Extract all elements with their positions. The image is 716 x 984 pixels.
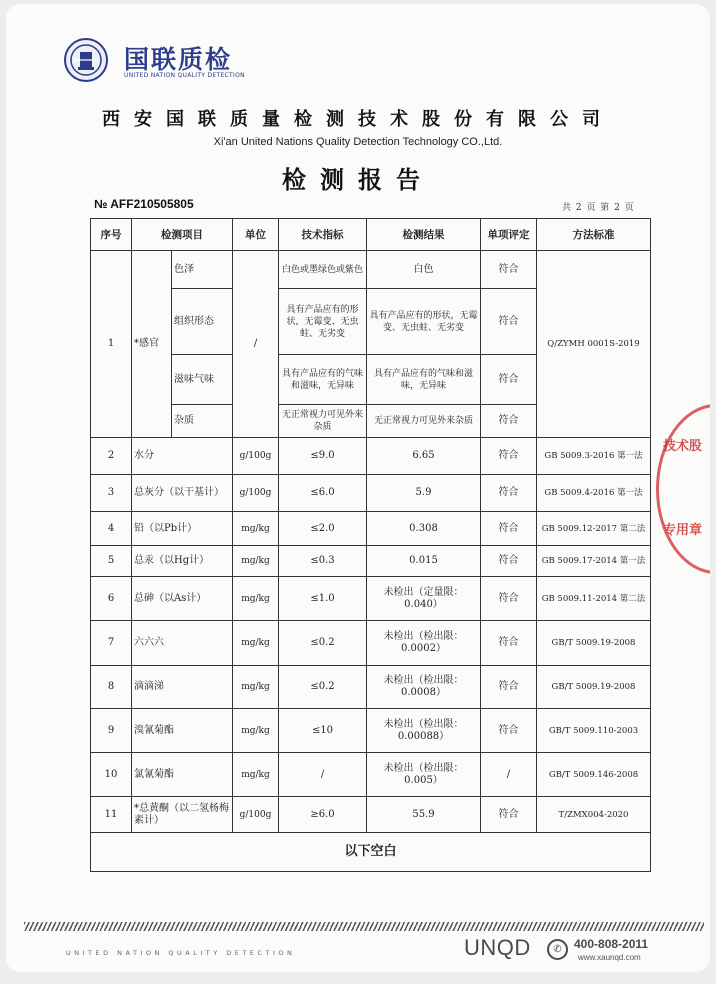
test-item: 氯氰菊酯	[132, 753, 233, 797]
table-row	[91, 621, 651, 666]
row-number: 8	[91, 666, 132, 709]
verdict: 符合	[481, 289, 537, 355]
sub-item: 色泽	[172, 251, 233, 289]
verdict: 符合	[481, 405, 537, 438]
report-page	[6, 4, 710, 972]
report-title: 检测报告	[282, 165, 434, 194]
result: 无正常视力可见外来杂质	[367, 405, 481, 438]
verdict: 符合	[481, 438, 537, 475]
unit: mg/kg	[233, 666, 279, 709]
result: 55.9	[367, 797, 481, 833]
test-item: 总砷（以As计）	[132, 577, 233, 621]
header-cell: 技术指标	[279, 219, 367, 251]
result: 具有产品应有的形状，无霉变、无虫蛀、无劣变	[367, 289, 481, 355]
method: GB 5009.4-2016 第一法	[537, 475, 651, 512]
result: 未检出（定量限：0.040）	[367, 577, 481, 621]
company-name-en: Xi'an United Nations Quality Detection Technology CO.,Ltd.	[213, 136, 503, 148]
spec: ≤9.0	[279, 438, 367, 475]
test-item: *总黄酮（以二氢杨梅素计）	[132, 797, 233, 833]
table-row	[91, 251, 651, 289]
spec: ≤6.0	[279, 475, 367, 512]
method: GB 5009.17-2014 第一法	[537, 546, 651, 577]
report-number: № AFF210505805	[94, 197, 194, 211]
spec: ≤0.2	[279, 666, 367, 709]
phone-icon: ✆	[547, 939, 568, 960]
header-cell: 单位	[233, 219, 279, 251]
row-number: 2	[91, 438, 132, 475]
unit: g/100g	[233, 797, 279, 833]
test-item: 总灰分（以干基计）	[132, 475, 233, 512]
row-number: 1	[91, 251, 132, 438]
unit: /	[233, 251, 279, 438]
result: 0.308	[367, 512, 481, 546]
unit: g/100g	[233, 475, 279, 512]
result: 未检出（检出限：0.00088）	[367, 709, 481, 753]
verdict: 符合	[481, 797, 537, 833]
spec: 具有产品应有的气味和滋味，无异味	[279, 355, 367, 405]
unit: mg/kg	[233, 621, 279, 666]
row-number: 6	[91, 577, 132, 621]
table-row	[91, 709, 651, 753]
brand-name: 国联质检	[124, 45, 233, 74]
sub-item: 杂质	[172, 405, 233, 438]
test-item: 六六六	[132, 621, 233, 666]
verdict: /	[481, 753, 537, 797]
stamp-text: 技术股	[663, 439, 703, 454]
table-row	[91, 512, 651, 546]
test-item: 总汞（以Hg计）	[132, 546, 233, 577]
method: GB/T 5009.19-2008	[537, 666, 651, 709]
page-counter: 共 2 页 第 2 页	[562, 203, 635, 213]
method: GB/T 5009.19-2008	[537, 621, 651, 666]
method: GB 5009.11-2014 第二法	[537, 577, 651, 621]
result: 6.65	[367, 438, 481, 475]
method: GB/T 5009.146-2008	[537, 753, 651, 797]
method: GB/T 5009.110-2003	[537, 709, 651, 753]
footer-phone: 400-808-2011	[574, 937, 649, 951]
verdict: 符合	[481, 666, 537, 709]
spec: ≥6.0	[279, 797, 367, 833]
row-number: 3	[91, 475, 132, 512]
spec: ≤10	[279, 709, 367, 753]
result: 未检出（检出限：0.0002）	[367, 621, 481, 666]
row-number: 4	[91, 512, 132, 546]
verdict: 符合	[481, 709, 537, 753]
spec: ≤0.2	[279, 621, 367, 666]
method: Q/ZYMH 0001S-2019	[537, 251, 651, 438]
spec: ≤2.0	[279, 512, 367, 546]
official-stamp	[656, 404, 710, 574]
verdict: 符合	[481, 475, 537, 512]
method: GB 5009.12-2017 第二法	[537, 512, 651, 546]
table-row	[91, 666, 651, 709]
verdict: 符合	[481, 546, 537, 577]
footer-tagline: UNITED NATION QUALITY DETECTION	[66, 949, 296, 957]
stamp-text: 专用章	[663, 523, 703, 538]
unit: mg/kg	[233, 577, 279, 621]
row-number: 11	[91, 797, 132, 833]
result: 具有产品应有的气味和滋味，无异味	[367, 355, 481, 405]
table-row	[91, 438, 651, 475]
sub-item: 滋味气味	[172, 355, 233, 405]
verdict: 符合	[481, 512, 537, 546]
footer-brand: UNQD	[464, 935, 531, 960]
verdict: 符合	[481, 621, 537, 666]
table-row	[91, 577, 651, 621]
table-row	[91, 753, 651, 797]
unit: mg/kg	[233, 753, 279, 797]
unit: mg/kg	[233, 512, 279, 546]
result: 未检出（检出限：0.0008）	[367, 666, 481, 709]
table-header-row	[91, 219, 651, 251]
header-cell: 检测结果	[367, 219, 481, 251]
verdict: 符合	[481, 355, 537, 405]
method: GB 5009.3-2016 第一法	[537, 438, 651, 475]
table-row	[91, 797, 651, 833]
header-cell: 方法标准	[537, 219, 651, 251]
test-item: 铅（以Pb计）	[132, 512, 233, 546]
test-item: 滴滴涕	[132, 666, 233, 709]
spec: 具有产品应有的形状，无霉变、无虫蛀、无劣变	[279, 289, 367, 355]
footer-divider	[24, 922, 704, 931]
company-name-cn: 西安国联质量检测技术股份有限公司	[102, 109, 614, 130]
sub-item: 组织形态	[172, 289, 233, 355]
row-number: 9	[91, 709, 132, 753]
test-item: 溴氰菊酯	[132, 709, 233, 753]
spec: 白色或墨绿色或紫色	[279, 251, 367, 289]
test-item: *感官	[132, 251, 172, 438]
verdict: 符合	[481, 577, 537, 621]
result: 未检出（检出限：0.005）	[367, 753, 481, 797]
row-number: 10	[91, 753, 132, 797]
header-cell: 单项评定	[481, 219, 537, 251]
method: T/ZMX004-2020	[537, 797, 651, 833]
results-table	[90, 218, 651, 872]
brand-tagline: UNITED NATION QUALITY DETECTION	[124, 72, 245, 79]
header-cell: 序号	[91, 219, 132, 251]
company-seal-logo	[64, 38, 108, 82]
header-cell: 检测项目	[132, 219, 233, 251]
spec: /	[279, 753, 367, 797]
spec: ≤1.0	[279, 577, 367, 621]
footer-website: www.xaunqd.com	[578, 953, 641, 962]
verdict: 符合	[481, 251, 537, 289]
row-number: 7	[91, 621, 132, 666]
unit: g/100g	[233, 438, 279, 475]
spec: ≤0.3	[279, 546, 367, 577]
unit: mg/kg	[233, 546, 279, 577]
row-number: 5	[91, 546, 132, 577]
result: 0.015	[367, 546, 481, 577]
test-item: 水分	[132, 438, 233, 475]
table-row	[91, 546, 651, 577]
blank-note: 以下空白	[91, 833, 651, 872]
table-row	[91, 475, 651, 512]
result: 白色	[367, 251, 481, 289]
spec: 无正常视力可见外来杂质	[279, 405, 367, 438]
result: 5.9	[367, 475, 481, 512]
unit: mg/kg	[233, 709, 279, 753]
